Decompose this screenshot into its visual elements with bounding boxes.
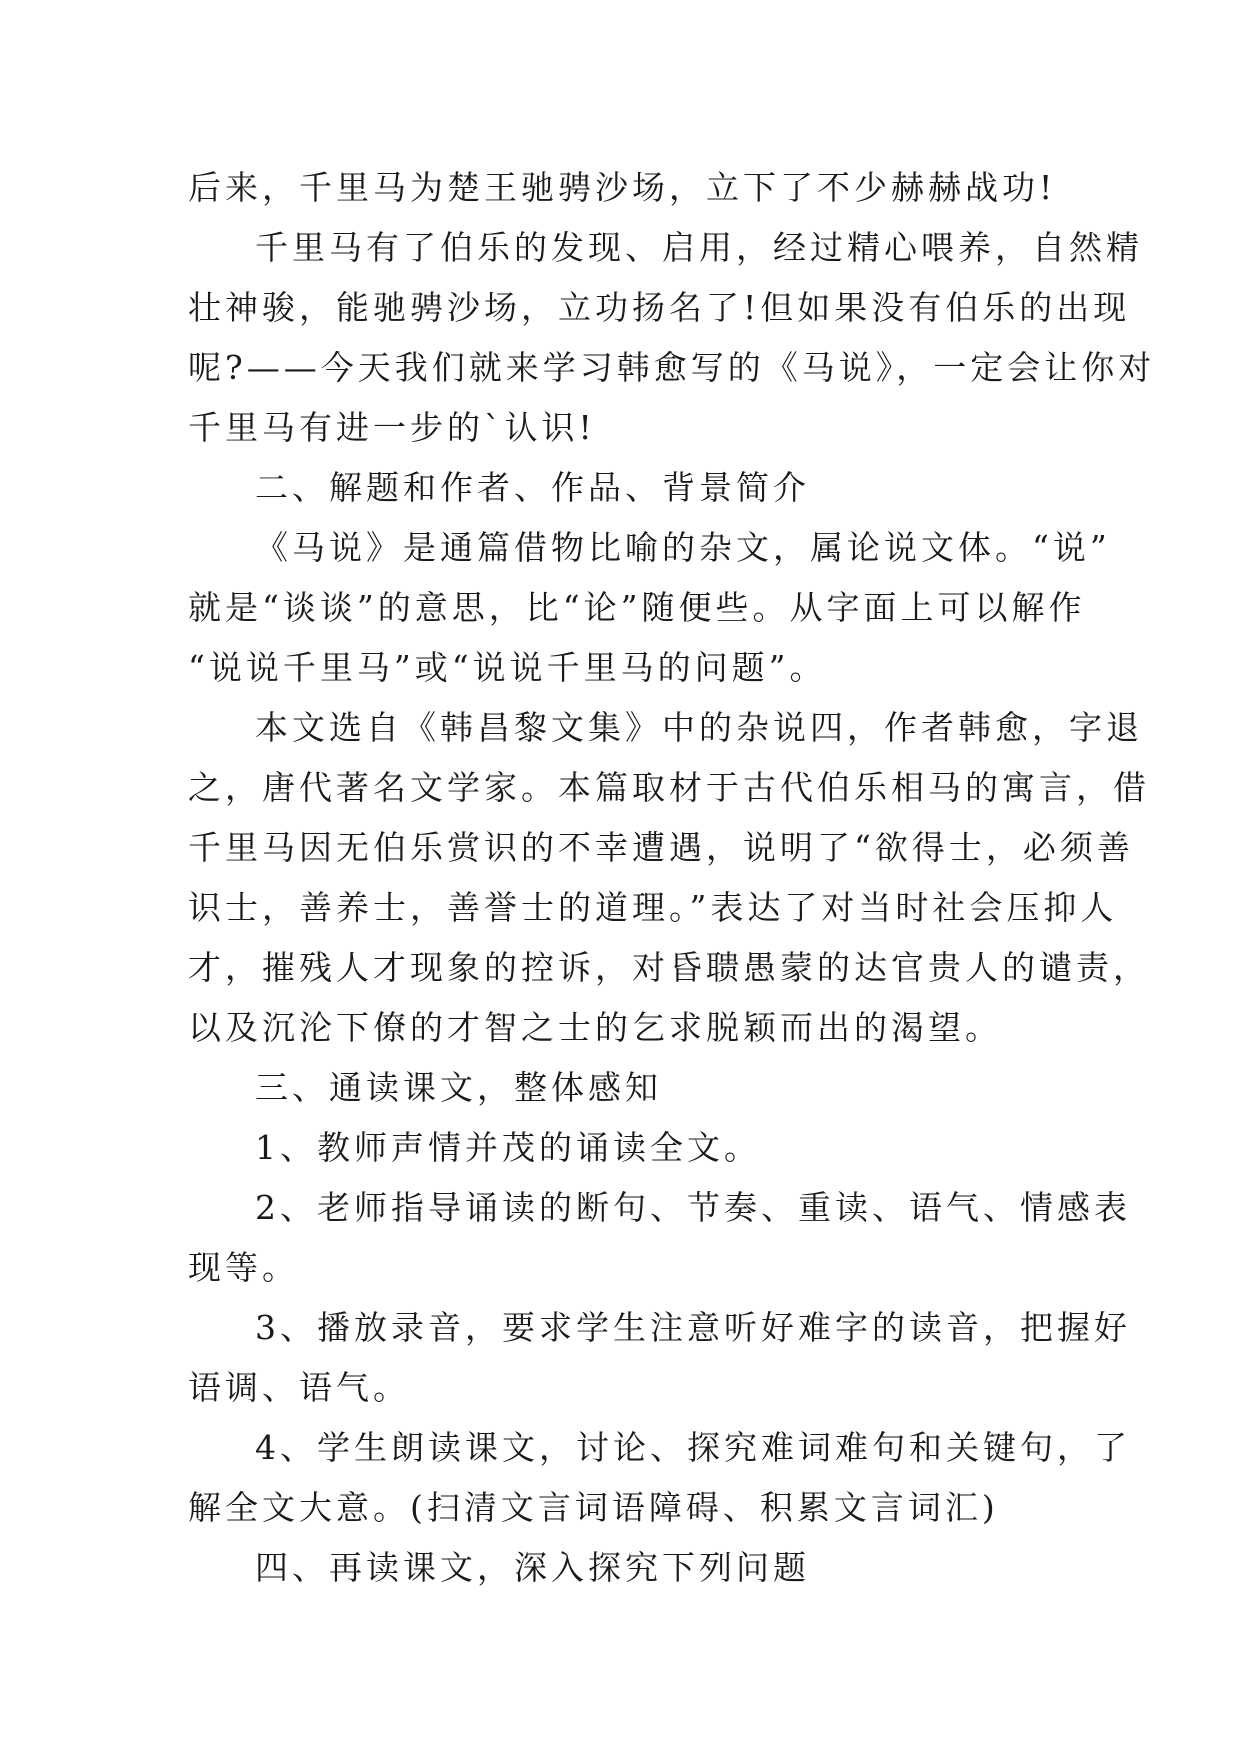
text-line: 识士，善养士，善誉士的道理。”表达了对当时社会压抑人 — [188, 888, 1118, 927]
list-item: 4、学生朗读课文，讨论、探究难词难句和关键句，了 — [255, 1428, 1131, 1467]
text-line: “说说千里马”或“说说千里马的问题”。 — [188, 648, 827, 687]
text-line: 本文选自《韩昌黎文集》中的杂说四，作者韩愈，字退 — [255, 708, 1143, 747]
text-line: 以及沉沦下僚的才智之士的乞求脱颖而出的渴望。 — [188, 1008, 1002, 1047]
text-line: 千里马因无伯乐赏识的不幸遭遇，说明了“欲得士，必须善 — [188, 828, 1134, 867]
text-line: 语调、语气。 — [188, 1368, 410, 1407]
text-line: 现等。 — [188, 1248, 299, 1287]
list-item: 2、老师指导诵读的断句、节奏、重读、语气、情感表 — [255, 1188, 1131, 1227]
text-line: 就是“谈谈”的意思，比“论”随便些。从字面上可以解作 — [188, 588, 1086, 627]
list-item: 1、教师声情并茂的诵读全文。 — [255, 1128, 761, 1167]
text-line: 才，摧残人才现象的控诉，对昏聩愚蒙的达官贵人的谴责， — [188, 948, 1150, 987]
text-line: 《马说》是通篇借物比喻的杂文，属论说文体。“说” — [255, 528, 1111, 567]
section-heading: 三、通读课文，整体感知 — [255, 1068, 662, 1107]
section-heading: 二、解题和作者、作品、背景简介 — [255, 468, 810, 507]
text-line: 壮神骏，能驰骋沙场，立功扬名了!但如果没有伯乐的出现 — [188, 288, 1131, 327]
section-heading: 四、再读课文，深入探究下列问题 — [255, 1548, 810, 1587]
text-line: 解全文大意。(扫清文言词语障碍、积累文言词汇) — [188, 1488, 999, 1527]
text-line: 后来，千里马为楚王驰骋沙场，立下了不少赫赫战功! — [188, 168, 1057, 207]
text-line: 千里马有了伯乐的发现、启用，经过精心喂养，自然精 — [255, 228, 1143, 267]
text-line: 呢?——今天我们就来学习韩愈写的《马说》，一定会让你对 — [188, 348, 1156, 387]
text-line: 千里马有进一步的`认识! — [188, 408, 596, 447]
list-item: 3、播放录音，要求学生注意听好难字的读音，把握好 — [255, 1308, 1131, 1347]
text-line: 之，唐代著名文学家。本篇取材于古代伯乐相马的寓言，借 — [188, 768, 1150, 807]
